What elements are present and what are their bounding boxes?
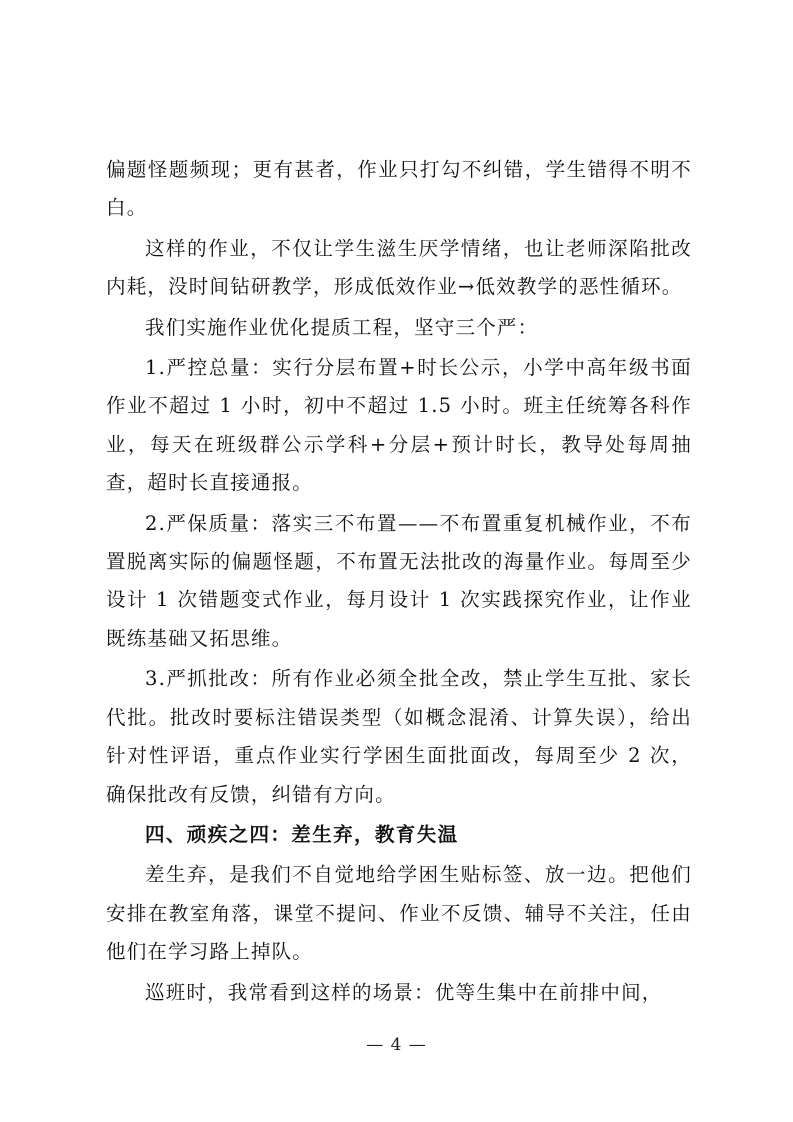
body-paragraph-1: 偏题怪题频现；更有甚者，作业只打勾不纠错，学生错得不明不白。: [106, 158, 692, 220]
body-paragraph-2: 这样的作业，不仅让学生滋生厌学情绪，也让老师深陷批改内耗，没时间钻研教学，形成低效作业→低效教学的恶性循环。: [106, 236, 692, 299]
body-paragraph-3: 我们实施作业优化提质工程，坚守三个严：: [145, 315, 539, 339]
page-number: — 4 —: [366, 1035, 427, 1055]
document-page: [106, 151, 692, 1014]
section-heading: 四、顽疾之四：差生弃，教育失温: [145, 822, 459, 846]
body-paragraph-9: 巡班时，我常看到这样的场景：优等生集中在前排中间，: [145, 980, 663, 1004]
body-paragraph-8: 差生弃，是我们不自觉地给学困生贴标签、放一边。把他们安排在教室角落，课堂不提问、作业不反馈、辅导不关注，任由他们在学习路上掉队。: [106, 863, 692, 964]
body-paragraph-5: 2.严保质量：落实三不布置——不布置重复机械作业，不布置脱离实际的偏题怪题，不布置无法批改的海量作业。每周至少设计 1 次错题变式作业，每月设计 1 次实践探究作业，让作业既练基础又拓思维。: [106, 511, 692, 650]
body-paragraph-4: 1.严控总量：实行分层布置+时长公示，小学中高年级书面作业不超过 1 小时，初中不超过 1.5 小时。班主任统筹各科作业，每天在班级群公示学科+分层+预计时长，教导处每周抽查，超时长直接通报。: [106, 356, 692, 495]
body-paragraph-6: 3.严抓批改：所有作业必须全批全改，禁止学生互批、家长代批。批改时要标注错误类型（如概念混淆、计算失误），给出针对性评语，重点作业实行学困生面批面改，每周至少 2 次，确保批改有反馈，纠错有方向。: [106, 667, 692, 806]
